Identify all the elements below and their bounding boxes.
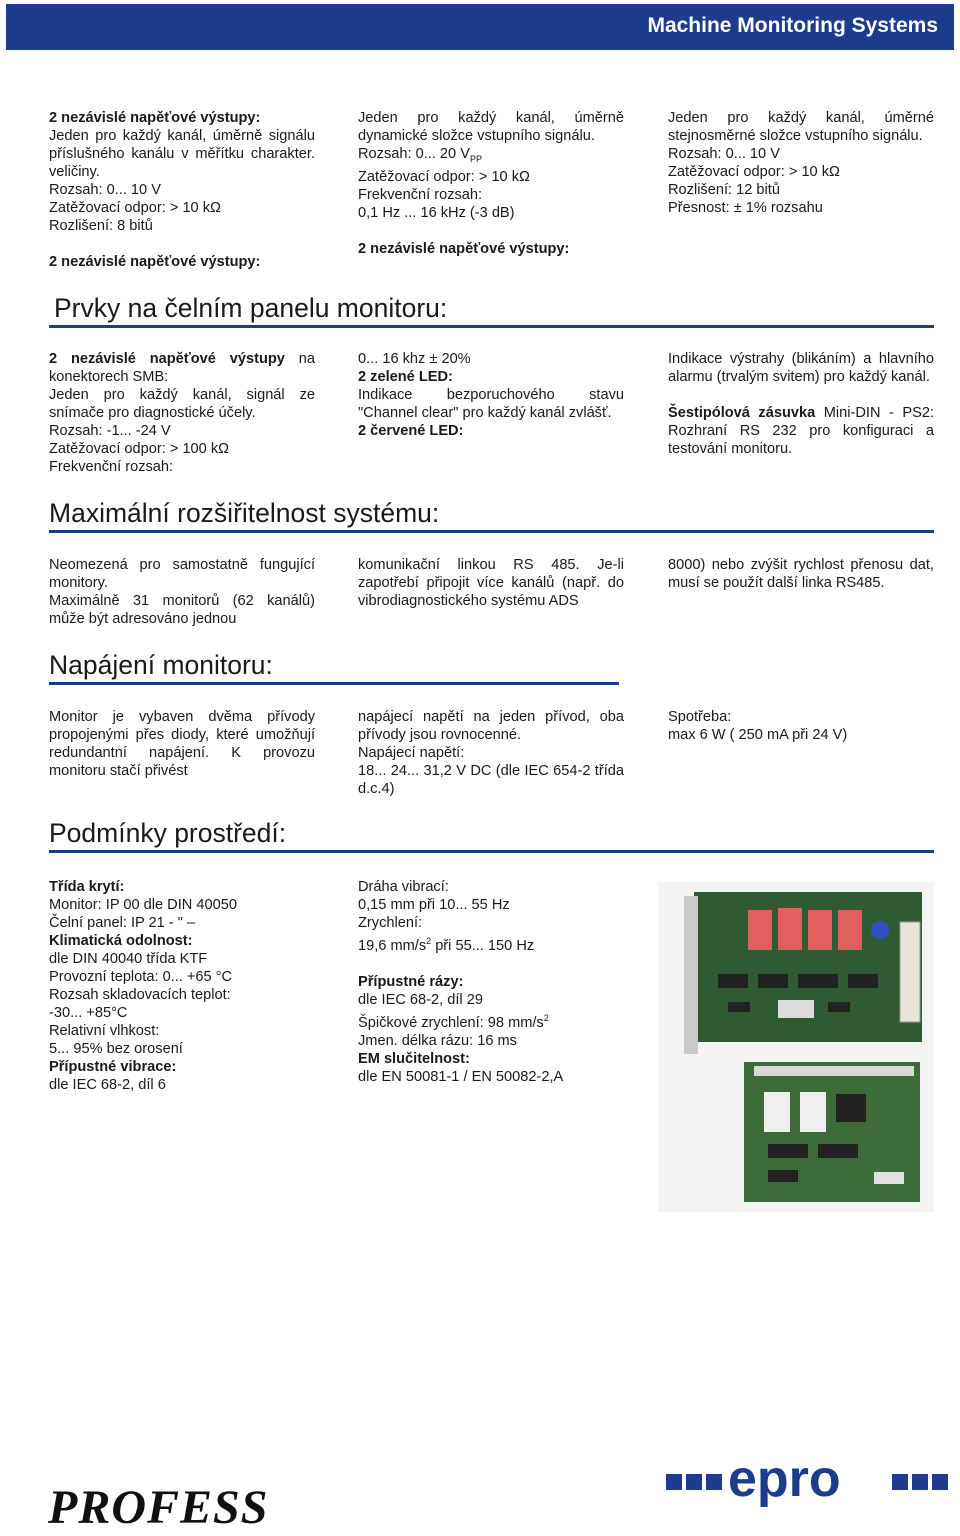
text: EM slučitelnost: — [358, 1050, 470, 1067]
text: 0,15 mm při 10... 55 Hz — [358, 897, 510, 913]
chip-label — [800, 1092, 826, 1132]
front-panel-strip — [684, 896, 698, 1054]
ic-chip — [828, 1002, 850, 1012]
text: dle EN 50081-1 / EN 50082-2,A — [358, 1068, 564, 1085]
relay — [778, 908, 802, 950]
relay — [838, 910, 862, 950]
text: Indikace bezporuchového stavu "Channel clear" pro každý kanál zvlášť. — [358, 387, 624, 421]
component — [778, 1000, 814, 1018]
text: Napájecí napětí: — [358, 745, 465, 761]
epro-wordmark: epro — [728, 1460, 841, 1508]
text: 18... 24... 31,2 V DC (dle IEC 654-2 třída d.c.4) — [358, 763, 624, 797]
subscript: PP — [469, 153, 482, 164]
text: Rozsah: -1... -24 V — [49, 423, 171, 439]
expansion-col-3 — [668, 556, 934, 592]
connector-strip — [754, 1066, 914, 1076]
ic-chip — [818, 1144, 858, 1158]
potentiometer — [871, 921, 889, 939]
text: dle IEC 68-2, díl 6 — [49, 1077, 166, 1093]
superscript: 2 — [426, 936, 432, 946]
environment-col-2 — [358, 878, 624, 1086]
text: Zatěžovací odpor: > 100 kΩ — [49, 441, 230, 457]
product-photo — [658, 882, 934, 1212]
ic-chip — [768, 1170, 798, 1182]
environment-col-1 — [49, 878, 315, 1094]
text: Rozsah: 0... 10 V — [668, 146, 780, 162]
intro-col-1 — [49, 109, 315, 271]
header-bar — [6, 4, 954, 50]
text: 2 nezávislé napěťové výstupy: — [358, 240, 570, 257]
connector — [900, 922, 920, 1022]
text: Rozlišení: 8 bitů — [49, 218, 153, 234]
text: Zatěžovací odpor: > 10 kΩ — [49, 200, 221, 216]
text: 19,6 mm/s — [358, 937, 427, 954]
text: Maximálně 31 monitorů (62 kanálů) může být adresováno jednou — [49, 593, 315, 627]
section-rule — [49, 325, 934, 328]
relay — [748, 910, 772, 950]
intro-col-2 — [358, 109, 624, 258]
text: -30... +85°C — [49, 1005, 128, 1021]
section-rule — [49, 530, 934, 533]
text: Jeden pro každý kanál, úměrně dynamické složce vstupního signálu. — [358, 110, 624, 144]
text: 0... 16 khz ± 20% — [358, 351, 471, 367]
text: 2 červené LED: — [358, 423, 464, 439]
text: při 55... 150 Hz — [431, 937, 535, 954]
section-rule — [49, 850, 934, 853]
section-rule — [49, 682, 619, 685]
text: Frekvenční rozsah: — [358, 186, 483, 203]
ic-chip — [798, 974, 838, 988]
ic-chip — [768, 1144, 808, 1158]
text: Zrychlení: — [358, 915, 423, 931]
text: Jeden pro každý kanál, úměrné stejnosměrné složce vstupního signálu. — [668, 110, 934, 144]
text: Rozsah: 0... 20 V — [358, 146, 470, 162]
intro-col-3 — [668, 109, 934, 217]
text: Zatěžovací odpor: > 10 kΩ — [668, 164, 840, 180]
text: 0,1 Hz ... 16 kHz (-3 dB) — [358, 204, 515, 221]
power-col-2 — [358, 708, 624, 798]
section-title-expansion: Maximální rozšiřitelnost systému: — [49, 498, 440, 528]
relay — [808, 910, 832, 950]
ic-chip — [718, 974, 748, 988]
text: dle DIN 40040 třída KTF — [49, 951, 208, 967]
text: Spotřeba: — [668, 709, 732, 725]
text: komunikační linkou RS 485. Je-li zapotřebí připojit více kanálů (např. do vibrodiagnostického systému ADS — [358, 557, 624, 609]
header-title: Machine Monitoring Systems — [647, 14, 938, 37]
front-panel-col-2 — [358, 350, 624, 440]
text: Monitor: IP 00 dle DIN 40050 — [49, 897, 237, 913]
section-title-environment: Podmínky prostředí: — [49, 818, 287, 848]
expansion-col-1 — [49, 556, 315, 628]
text: Klimatická odolnost: — [49, 933, 193, 949]
profess-logo: PROFESS — [48, 1481, 269, 1534]
text: Jeden pro každý kanál, signál ze snímače pro diagnostické účely. — [49, 387, 315, 421]
text: 2 zelené LED: — [358, 369, 453, 385]
text: Čelní panel: IP 21 - " – — [49, 915, 196, 931]
text: Monitor je vybaven dvěma přívody propojenými přes diody, které umožňují redundantní napájení. K provozu monitoru stačí přivést — [49, 709, 315, 779]
text: Přípustné vibrace: — [49, 1059, 177, 1075]
ic-chip — [836, 1094, 866, 1122]
power-col-3 — [668, 708, 934, 744]
text: Neomezená pro samostatně fungující monitory. — [49, 557, 315, 591]
text: Indikace výstrahy (blikáním) a hlavního alarmu (trvalým svitem) pro každý kanál. — [668, 351, 934, 385]
text: Frekvenční rozsah: — [49, 459, 174, 475]
text: 5... 95% bez orosení — [49, 1041, 183, 1057]
front-panel-col-3 — [668, 350, 934, 458]
text: max 6 W ( 250 mA při 24 V) — [668, 727, 848, 743]
text: Třída krytí: — [49, 879, 125, 895]
text: dle IEC 68-2, díl 29 — [358, 991, 483, 1008]
ic-chip — [728, 1002, 750, 1012]
text: Jmen. délka rázu: 16 ms — [358, 1032, 517, 1049]
text: Relativní vlhkost: — [49, 1023, 160, 1039]
expansion-col-2 — [358, 556, 624, 610]
text: Zatěžovací odpor: > 10 kΩ — [358, 168, 530, 185]
ic-chip — [758, 974, 788, 988]
component — [874, 1172, 904, 1184]
text: napájecí napětí na jeden přívod, oba přívody jsou rovnocenné. — [358, 709, 624, 743]
power-col-1 — [49, 708, 315, 780]
superscript: 2 — [543, 1012, 549, 1023]
text: 8000) nebo zvýšit rychlost přenosu dat, musí se použít další linka RS485. — [668, 557, 934, 591]
text: Dráha vibrací: — [358, 879, 449, 895]
section-title-front-panel: Prvky na čelním panelu monitoru: — [54, 293, 448, 323]
text: 2 nezávislé napěťové výstupy: — [49, 254, 261, 270]
front-panel-col-1 — [49, 350, 315, 476]
epro-logo — [666, 1460, 950, 1526]
text: Špičkové zrychlení: 98 mm/s — [358, 1014, 544, 1031]
text: na konektorech SMB: — [49, 351, 315, 385]
ic-chip — [848, 974, 878, 988]
text: 2 nezávislé napěťové výstupy — [49, 351, 285, 367]
chip-label — [764, 1092, 790, 1132]
text: Přesnost: ± 1% rozsahu — [668, 200, 823, 216]
text: Jeden pro každý kanál, úměrně signálu příslušného kanálu v měřítku charakter. veličiny. — [49, 128, 315, 180]
text: 2 nezávislé napěťové výstupy: — [49, 110, 261, 126]
text: Rozlišení: 12 bitů — [668, 182, 780, 198]
text: Provozní teplota: 0... +65 °C — [49, 969, 233, 985]
text: Rozsah skladovacích teplot: — [49, 987, 231, 1003]
text: Mini-DIN - PS2: Rozhraní RS 232 pro konfiguraci a testování monitoru. — [668, 405, 934, 457]
text: Přípustné rázy: — [358, 973, 464, 990]
text: Šestipólová zásuvka — [668, 405, 816, 421]
text: Rozsah: 0... 10 V — [49, 182, 161, 198]
section-title-power: Napájení monitoru: — [49, 650, 273, 680]
